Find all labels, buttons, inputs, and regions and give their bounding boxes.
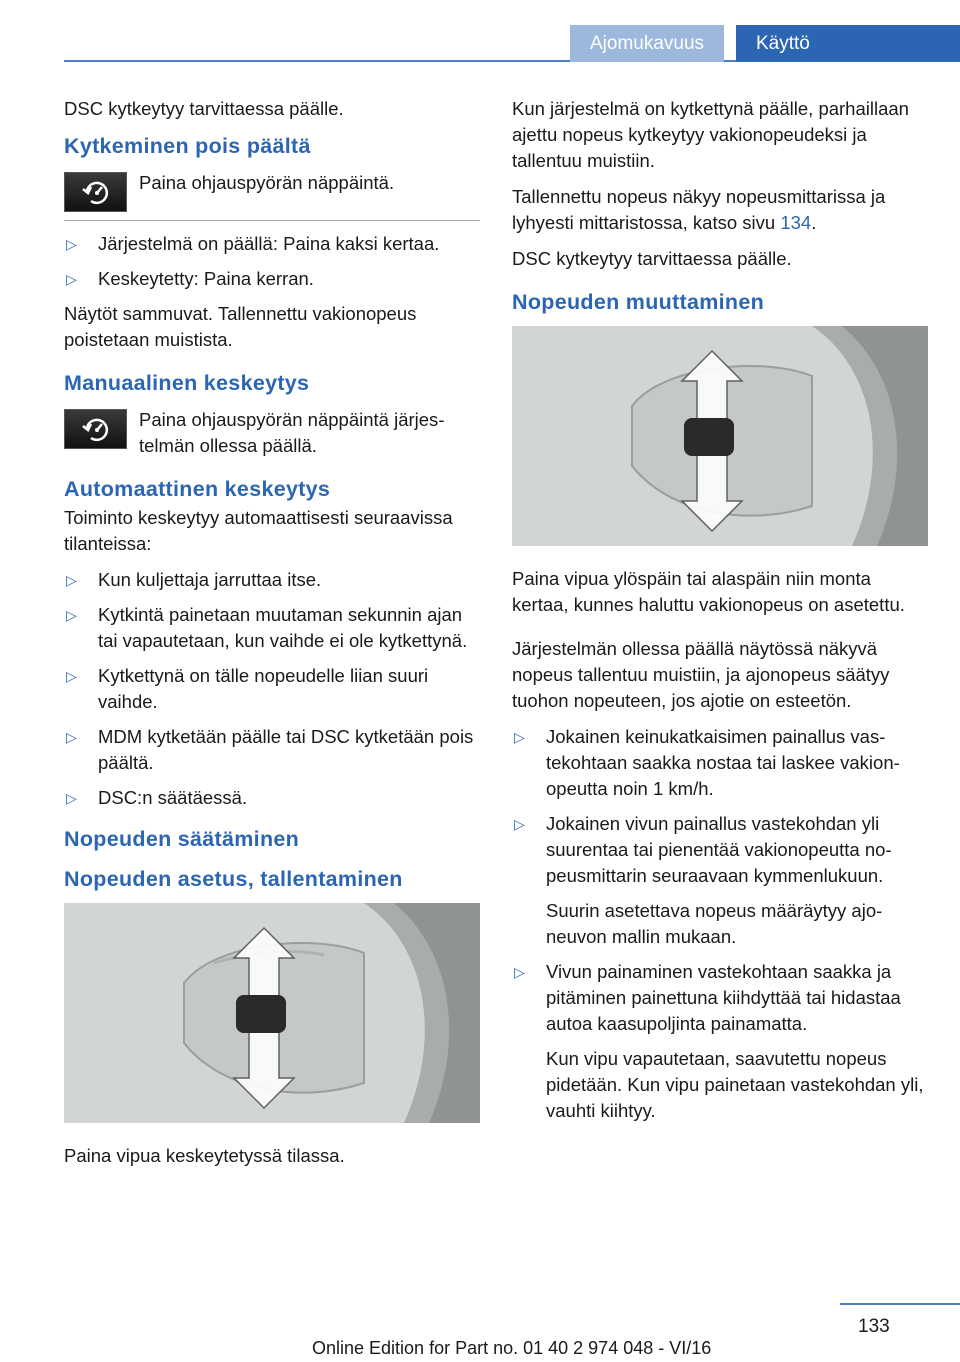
divider: [64, 220, 480, 221]
list-item: ▷ DSC:n säätäessä.: [64, 785, 480, 811]
triangle-bullet-icon: ▷: [66, 668, 77, 684]
cruise-control-button-icon: [64, 172, 127, 212]
list-item-note: Suurin asetettava nopeus määräytyy ajoneuvon mallin mukaan.: [546, 900, 883, 947]
list-item: ▷ Järjestelmä on päällä: Paina kaksi kertaa.: [64, 231, 480, 257]
paragraph: Kun järjestelmä on kytkettynä päälle, parhaillaan ajettu nopeus kytkeytyy vakionopeudeksi ja tallentuu muistiin.: [512, 98, 909, 171]
paragraph: Toiminto keskeytyy automaattisesti seuraavissa tilanteissa:: [64, 507, 453, 554]
bullet-list: [512, 959, 928, 1037]
triangle-bullet-icon: ▷: [514, 729, 525, 745]
button-instruction: [64, 170, 480, 212]
triangle-bullet-icon: ▷: [66, 236, 77, 252]
page-link[interactable]: 134: [780, 212, 812, 233]
button-instruction-text: Paina ohjauspyörän näppäintä järjestelmän ollessa päällä.: [139, 409, 445, 456]
left-column: [64, 96, 480, 1179]
triangle-bullet-icon: ▷: [66, 607, 77, 623]
heading-speed-set: Nopeuden asetus, tallentaminen: [64, 867, 403, 891]
heading-speed-adjust: Nopeuden säätäminen: [64, 827, 300, 851]
list-item: ▷ Kun kuljettaja jarruttaa itse.: [64, 567, 480, 593]
bullet-list: [64, 567, 480, 811]
cruise-control-button-icon: [64, 409, 127, 449]
heading-switch-off: Kytkeminen pois päältä: [64, 134, 311, 158]
heading-manual-interrupt: Manuaalinen keskeytys: [64, 371, 310, 395]
chapter-tab[interactable]: Käyttö: [736, 25, 960, 62]
heading-auto-interrupt: Automaattinen keskeytys: [64, 477, 331, 501]
list-item: ▷ Vivun painaminen vastekohtaan saakka ja pitäminen painettuna kiihdyttää tai hidastaa autoa kaasupoljinta painamatta.: [514, 961, 901, 1034]
list-item: ▷ Jokainen vivun painallus vastekohdan yli suurentaa tai pienentää vakionopeutta nopeusmittarin seuraavaan kymmenlukuun.: [514, 813, 892, 886]
right-column: [512, 96, 928, 1133]
paragraph: Tallennettu nopeus näkyy nopeusmittarissa ja lyhyesti mittaristossa, katso sivu 134.: [512, 186, 886, 233]
bullet-list: [512, 724, 928, 889]
list-item: ▷ Keskeytetty: Paina kerran.: [64, 266, 480, 292]
paragraph: DSC kytkeytyy tarvittaessa päälle.: [64, 98, 344, 119]
triangle-bullet-icon: ▷: [66, 729, 77, 745]
triangle-bullet-icon: ▷: [514, 816, 525, 832]
triangle-bullet-icon: ▷: [514, 964, 525, 980]
list-item: ▷ Kytkettynä on tälle nopeudelle liian suuri vaihde.: [66, 665, 429, 712]
edition-note: Online Edition for Part no. 01 40 2 974 048 - VI/16: [312, 1338, 712, 1358]
list-item: ▷ Jokainen keinukatkaisimen painallus vastekohtaan saakka nostaa tai laskee vakionopeutta noin 1 km/h.: [514, 726, 900, 799]
triangle-bullet-icon: ▷: [66, 271, 77, 287]
paragraph: Näytöt sammuvat. Tallennettu vakionopeus poistetaan muistista.: [64, 303, 417, 350]
steering-lever-image: [64, 903, 480, 1123]
list-item: ▷ MDM kytketään päälle tai DSC kytketään pois päältä.: [66, 726, 474, 773]
section-tab[interactable]: Ajomukavuus: [570, 25, 724, 62]
triangle-bullet-icon: ▷: [66, 790, 77, 806]
list-item-note: Kun vipu vapautetaan, saavutettu nopeus pidetään. Kun vipu painetaan vastekohdan yli, vauhti kiihtyy.: [546, 1048, 924, 1121]
button-instruction: [64, 407, 480, 459]
bullet-list: [64, 231, 480, 292]
steering-lever-image: [512, 326, 928, 546]
button-instruction-text: Paina ohjauspyörän näppäintä.: [139, 172, 395, 193]
paragraph: Paina vipua ylöspäin tai alaspäin niin monta kertaa, kunnes haluttu vakionopeus on asetettu.: [512, 568, 905, 615]
page-number: 133: [858, 1316, 890, 1337]
footer-rule: [840, 1303, 960, 1305]
heading-speed-change: Nopeuden muuttaminen: [512, 290, 765, 314]
image-caption: Paina vipua keskeytetyssä tilassa.: [64, 1145, 345, 1166]
list-item: ▷ Kytkintä painetaan muutaman sekunnin ajan tai vapautetaan, kun vaihde ei ole kytkettynä.: [66, 604, 468, 651]
paragraph: Järjestelmän ollessa päällä näytössä näkyvä nopeus tallentuu muistiin, ja ajonopeus säätyy tuohon nopeuteen, jos ajotie on esteetön.: [512, 638, 890, 711]
paragraph: DSC kytkeytyy tarvittaessa päälle.: [512, 248, 792, 269]
triangle-bullet-icon: ▷: [66, 572, 77, 588]
